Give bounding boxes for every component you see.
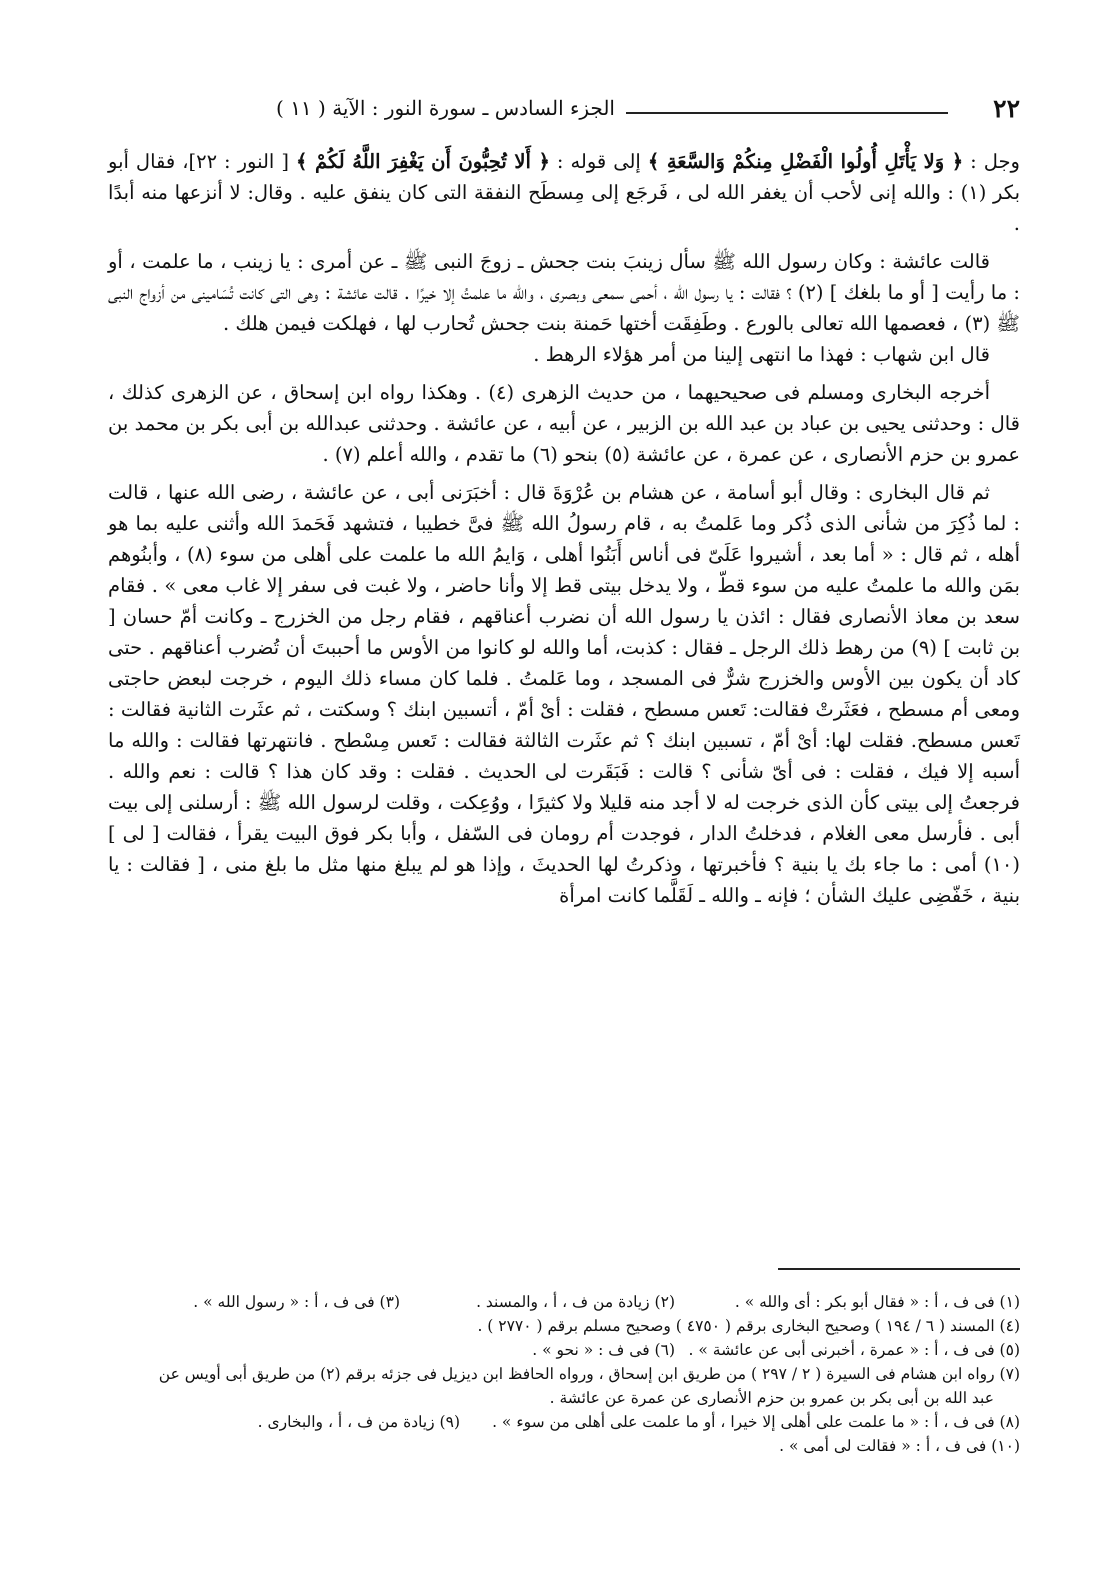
- footnote-row: [108, 1290, 1020, 1314]
- footnote-2: (٢) زيادة من ف ، أ ، والمسند .: [476, 1293, 675, 1311]
- paragraph-2: قالت عائشة : وكان رسول الله ﷺ سأل زينبَ بنت جحش ـ زوجَ النبى ﷺ ـ عن أمرى : يا زينب ، ما علمت ، أو : ما رأيت [ أو ما بلغك ] (٢) ؟ فقالت : يا رسول الله ، أحمى سمعى وبصرى ، والله ما علمتُ إلا خيرًا . قالت عائشة : وهى التى كانت تُسَامينى من أزواج النبى ﷺ (٣) ، فعصمها الله تعالى بالورع . وطَفِقَت أختها حَمنة بنت جحش تُحارب لها ، فهلكت فيمن هلك .: [108, 250, 1020, 335]
- footnote-rule: [778, 1268, 1020, 1270]
- paragraph-4: أخرجه البخارى ومسلم فى صحيحيهما ، من حديث الزهرى (٤) . وهكذا رواه ابن إسحاق ، عن الزهرى كذلك ، قال : وحدثنى يحيى بن عباد بن عبد الله بن الزبير ، عن أبيه ، عن عائشة . وحدثنى عبدالله بن أبى بكر بن محمد بن عمرو بن حزم الأنصارى ، عن عمرة ، عن عائشة (٥) بنحو (٦) ما تقدم ، والله أعلم (٧) .: [108, 381, 1020, 466]
- page-header: [108, 88, 1020, 128]
- footnote-8: (٨) فى ف ، أ : « ما علمت على أهلى إلا خيرا ، أو ما علمت على أهلى من سوء » .: [492, 1413, 1020, 1431]
- footnote-row: [108, 1410, 1020, 1434]
- footnote-5: (٥) فى ف ، أ : « عمرة ، أخبرنى أبى عن عائشة » .: [688, 1341, 1020, 1359]
- footnote-3: (٣) فى ف ، أ : « رسول الله » .: [193, 1293, 400, 1311]
- quran-verse: ﴿ أَلا تُحِبُّونَ أَن يَغْفِرَ اللَّهُ لَكُمْ ﴾: [295, 150, 550, 173]
- footnote-1: (١) فى ف ، أ : « فقال أبو بكر : أى والله » .: [734, 1293, 1020, 1311]
- footnote-7-continuation: عبد الله بن أبى بكر بن عمرو بن حزم الأنصارى عن عمرة عن عائشة .: [549, 1389, 994, 1407]
- footnote-6: (٦) فى ف : « نحو » .: [532, 1341, 675, 1359]
- quran-verse: ﴿ وَلا يَأْتَلِ أُولُوا الْفَضْلِ مِنكُمْ وَالسَّعَةِ ﴾: [647, 150, 964, 173]
- paragraph-3: قال ابن شهاب : فهذا ما انتهى إلينا من أمر هؤلاء الرهط .: [533, 343, 990, 366]
- footnotes: [108, 1290, 1020, 1458]
- text-run: إلى قوله :: [549, 150, 648, 173]
- text-run: [ النور : ٢٢]، فقال أبو بكر (١) : والله إنى لأحب أن يغفر الله لى ، فَرجَع إلى مِسطَح النفقة التى كان ينفق عليه . وقال: لا أنزعها منه أبدًا .: [108, 150, 1020, 235]
- header-rule: [626, 112, 948, 114]
- text-run: وجل :: [963, 150, 1020, 173]
- footnote-row: [108, 1338, 1020, 1362]
- footnote-4: (٤) المسند ( ٦ / ١٩٤ ) وصحيح البخارى برقم ( ٤٧٥٠ ) وصحيح مسلم برقم ( ٢٧٧٠ ) .: [477, 1317, 1020, 1335]
- footnote-10: (١٠) فى ف ، أ : « فقالت لى أمى » .: [779, 1437, 1020, 1455]
- page-number: ٢٢: [993, 94, 1020, 123]
- paragraph-5: ثم قال البخارى : وقال أبو أسامة ، عن هشام بن عُرْوَةَ قال : أخبَرَنى أبى ، عن عائشة ، رضى الله عنها ، قالت : لما ذُكِرَ من شأنى الذى ذُكر وما عَلمتُ به ، قام رسولُ الله ﷺ فىَّ خطيبا ، فتشهد فَحَمدَ الله وأثنى عليه بما هو أهله ، ثم قال : « أما بعد ، أشيروا عَلَىّ فى أناس أَبَنُوا أهلى ، وَايمُ الله ما علمت على أهلى من سوء (٨) ، وأبنُوهم بمَن والله ما علمتُ عليه من سوء قطّ ، ولا يدخل بيتى قط إلا وأنا حاضر ، ولا غبت فى سفر إلا غاب معى » . فقام سعد بن معاذ الأنصارى فقال : ائذن يا رسول الله أن نضرب أعناقهم ، فقام رجل من الخزرج ـ وكانت أمّ حسان [ بن ثابت ] (٩) من رهط ذلك الرجل ـ فقال : كذبت، أما والله لو كانوا من الأوس ما أحببتَ أن تُضرب أعناقهم . حتى كاد أن يكون بين الأوس والخزرج شرٌّ فى المسجد ، وما عَلمتُ . فلما كان مساء ذلك اليوم ، خرجت لبعض حاجتى ومعى أم مسطح ، فعَثَرتْ فقالت: تَعس مسطح ، فقلت : أىْ أمّ ، أتسبين ابنك ؟ وسكتت ، ثم عثَرت الثانية فقالت : تَعس مسطح. فقلت لها: أىْ أمّ ، تسبين ابنك ؟ ثم عثَرت الثالثة فقالت : تَعس مِسْطح . فانتهرتها فقالت : والله ما أسبه إلا فيك ، فقلت : فى أىّ شأنى ؟ قالت : فَبَقَرت لى الحديث . فقلت : وقد كان هذا ؟ قالت : نعم والله . فرجعتُ إلى بيتى كأن الذى خرجت له لا أجد منه قليلا ولا كثيرًا ، ووُعِكت ، وقلت لرسول الله ﷺ : أرسلنى إلى بيت أبى . فأرسل معى الغلام ، فدخلتُ الدار ، فوجدت أم رومان فى السّفل ، وأبا بكر فوق البيت يقرأ ، فقالت [ لى ] (١٠) أمى : ما جاء بك يا بنية ؟ فأخبرتها ، وذكرتُ لها الحديثَ ، وإذا هو لم يبلغ منها مثل ما بلغ منى ، [ فقالت : يا بنية ، خَفّضِى عليك الشأن ؛ فإنه ـ والله ـ لَقَلَّما كانت امرأة: [108, 481, 1021, 907]
- footnote-7: (٧) رواه ابن هشام فى السيرة ( ٢ / ٢٩٧ ) من طريق ابن إسحاق ، ورواه الحافظ ابن ديزيل فى جزئه برقم (٢) من طريق أبى أويس عن: [158, 1365, 1020, 1383]
- running-title: الجزء السادس ـ سورة النور : الآية ( ١١ ): [276, 96, 615, 120]
- paragraph-1: [108, 146, 1020, 239]
- main-text: [108, 146, 1020, 911]
- footnote-9: (٩) زيادة من ف ، أ ، والبخارى .: [257, 1413, 460, 1431]
